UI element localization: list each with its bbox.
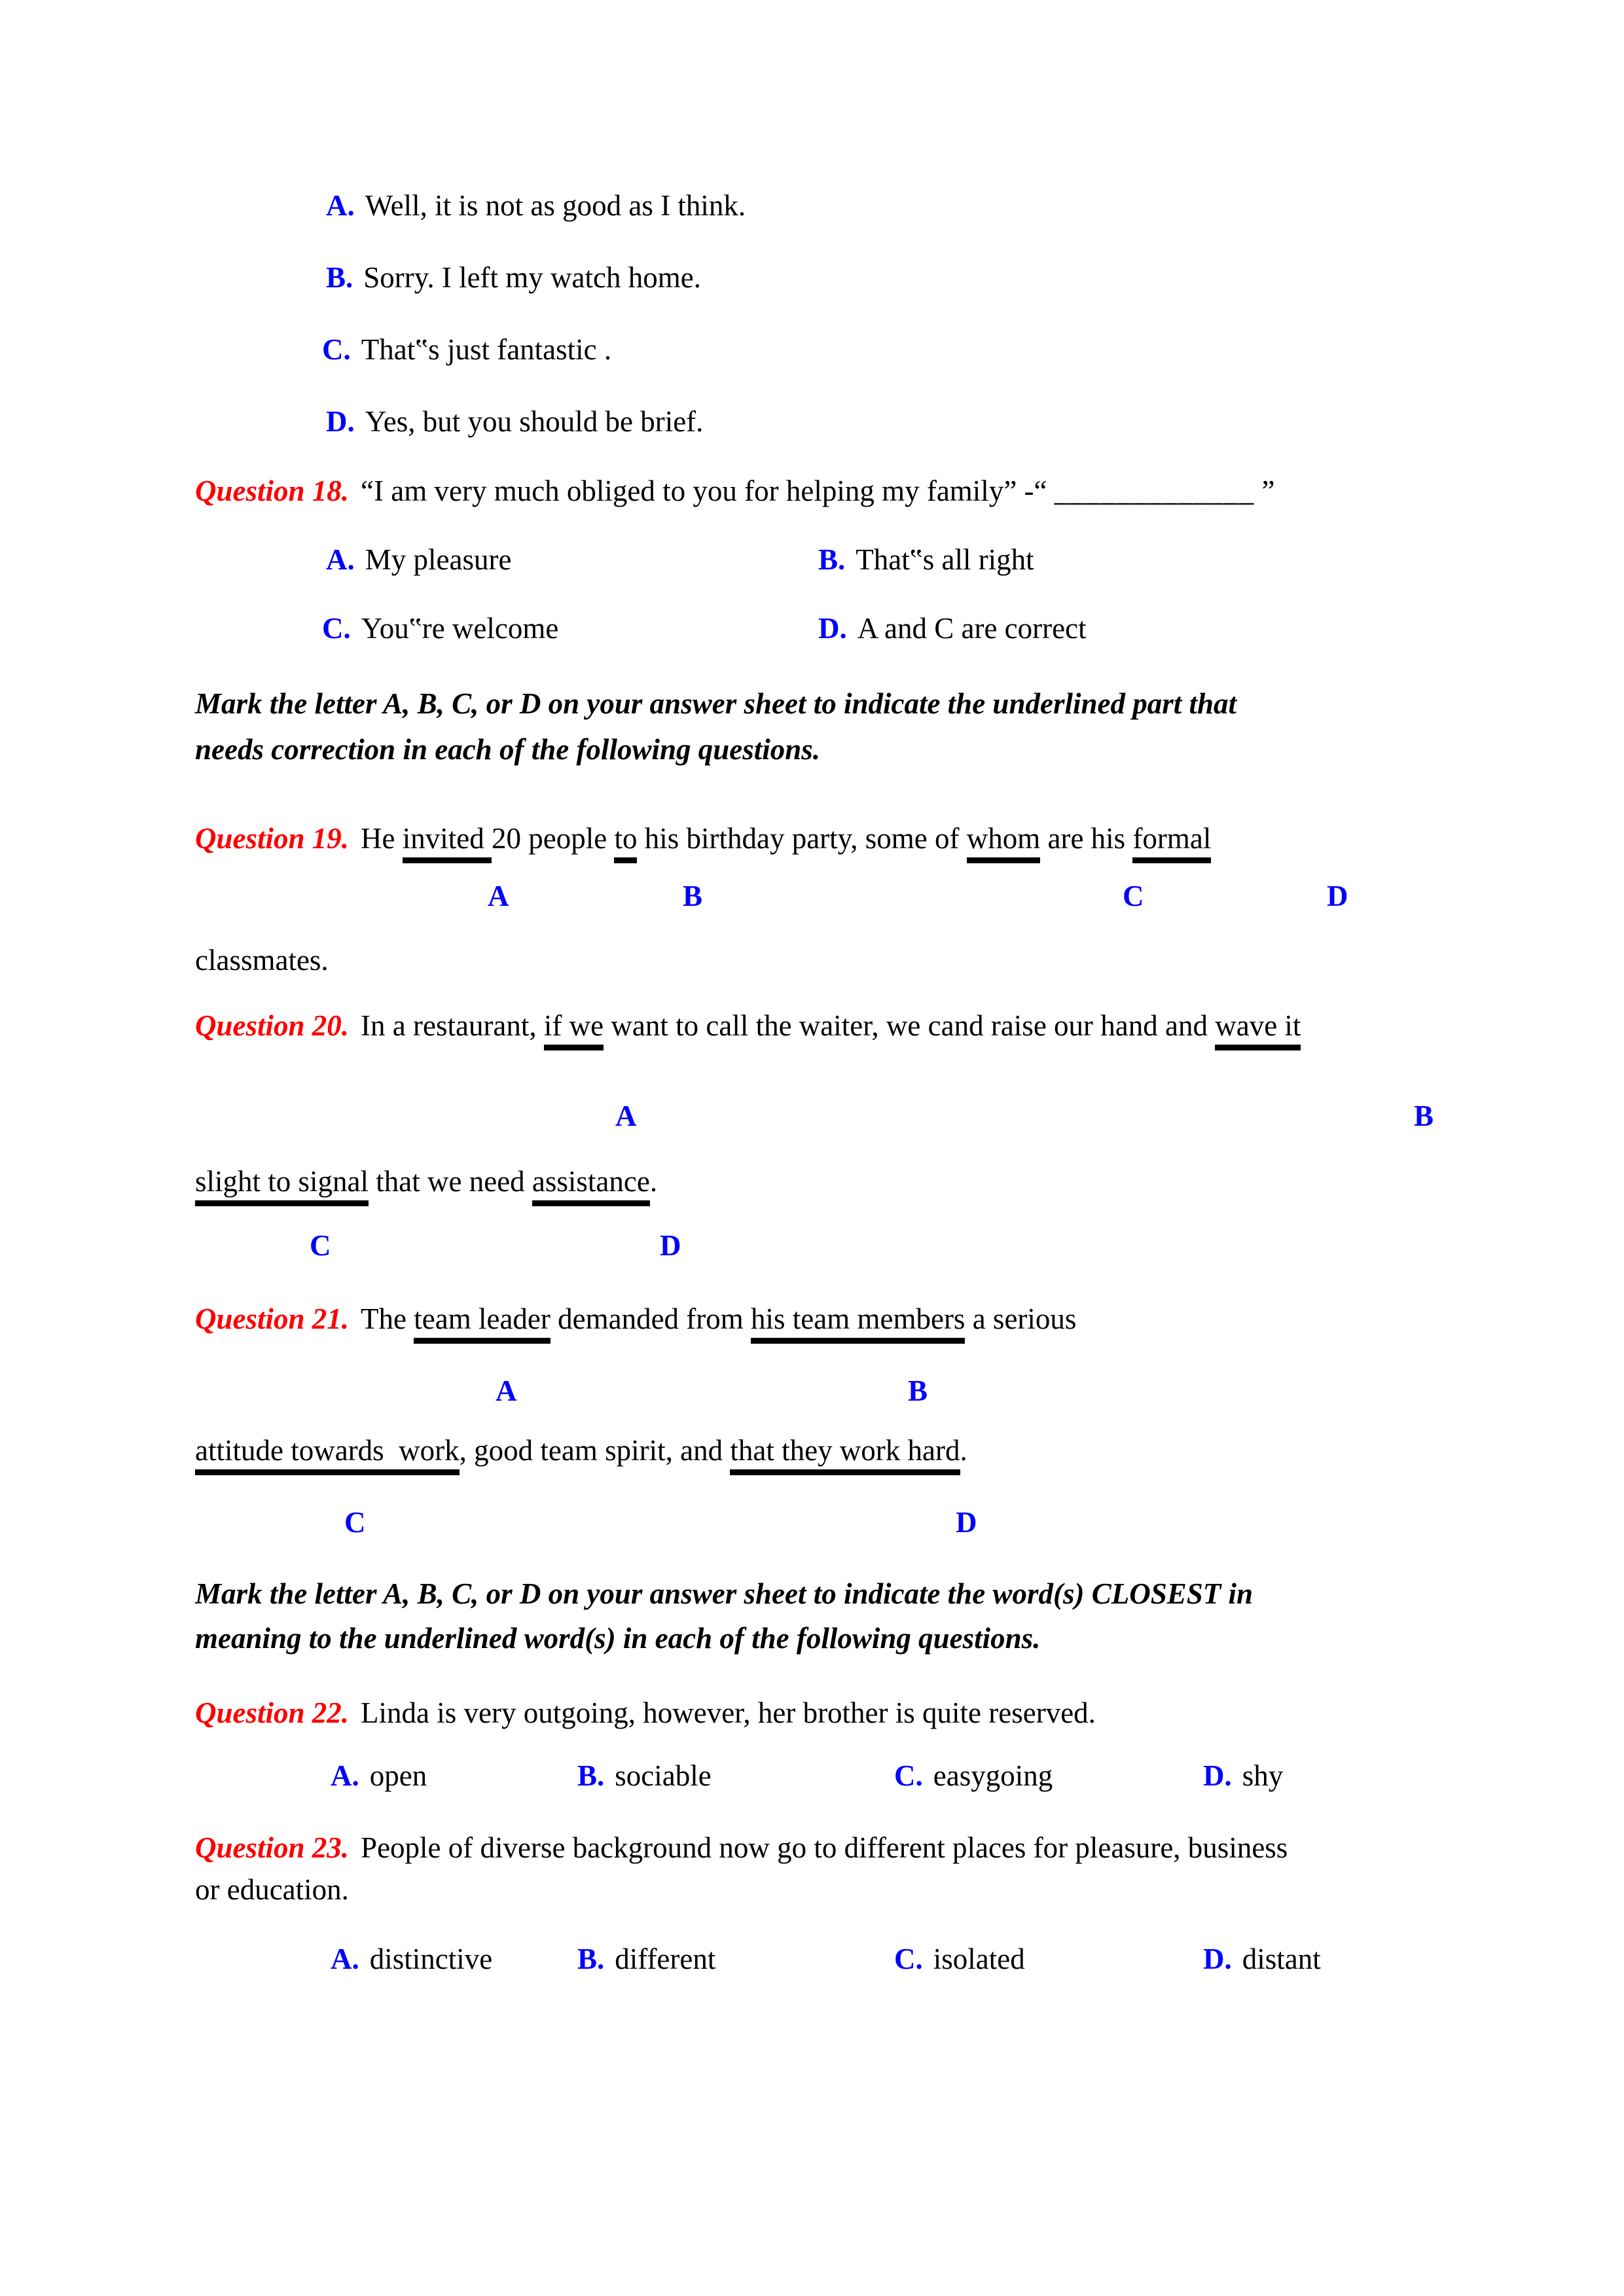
q19-marker-c: C <box>1123 880 1144 912</box>
q19-text: classmates. <box>195 944 329 977</box>
q21-underlined-a: team leader <box>414 1302 550 1344</box>
q22-option-d-text: shy <box>1242 1759 1284 1792</box>
q18-option-b-letter: B. <box>818 543 846 576</box>
question-23 <box>195 1831 1288 1865</box>
q20-text: that we need <box>369 1165 532 1198</box>
q23-option-c-text: isolated <box>933 1943 1025 1975</box>
q20-text: In a restaurant, <box>361 1009 544 1042</box>
q23-option-b <box>577 1943 715 1977</box>
q19-marker-b: B <box>683 880 703 912</box>
q19-underlined-a: invited <box>403 822 492 863</box>
instruction-text: Mark the letter A, B, C, or D on your answer sheet to indicate the word(s) CLOSEST in <box>195 1577 1254 1610</box>
q21-marker-b: B <box>908 1374 928 1407</box>
q23-text: People of diverse background now go to different places for pleasure, business <box>361 1831 1288 1864</box>
question-21-wrap <box>195 1434 967 1468</box>
q22-option-c-text: easygoing <box>933 1759 1053 1792</box>
q22-option-c <box>894 1759 1053 1793</box>
q18-option-a-text: My pleasure <box>365 543 512 576</box>
q22-option-b-text: sociable <box>615 1759 712 1792</box>
q19-text: He <box>361 822 403 855</box>
q22-option-c-letter: C. <box>894 1759 923 1792</box>
q19-text: his birthday party, some of <box>637 822 967 855</box>
q21-text: demanded from <box>550 1302 751 1335</box>
question-18-label: Question 18. <box>195 475 350 507</box>
q23-option-d-text: distant <box>1242 1943 1321 1975</box>
q18-option-c-letter: C. <box>322 612 351 645</box>
q20-marker-b: B <box>1414 1100 1434 1132</box>
question-18-blank: _____________ <box>1054 475 1255 507</box>
question-19-label: Question 19. <box>195 822 350 855</box>
question-18-close-quote: ” <box>1254 475 1275 507</box>
q21-underlined-c: attitude towards work <box>195 1434 460 1475</box>
q21-underlined-d: that they work hard <box>730 1434 960 1475</box>
q22-text: Linda is very outgoing, however, her brother is quite reserved. <box>361 1696 1096 1729</box>
q22-option-b <box>577 1759 712 1793</box>
q18-option-a-letter: A. <box>326 543 355 576</box>
question-23-wrap <box>195 1873 349 1907</box>
q18-option-b <box>818 543 1034 577</box>
option-text-a: Well, it is not as good as I think. <box>365 189 746 222</box>
q18-option-d <box>818 612 1087 646</box>
instruction-error-correction-line1 <box>195 687 1236 721</box>
question-20-label: Question 20. <box>195 1009 350 1042</box>
q18-option-a <box>326 543 511 577</box>
option-text-c: That‟s just fantastic . <box>361 333 612 366</box>
instruction-error-correction-line2 <box>195 733 820 767</box>
option-line-c <box>322 333 611 367</box>
question-22-label: Question 22. <box>195 1696 350 1729</box>
q22-option-a <box>331 1759 427 1793</box>
option-text-d: Yes, but you should be brief. <box>365 405 704 438</box>
question-21-label: Question 21. <box>195 1302 350 1335</box>
instruction-text: Mark the letter A, B, C, or D on your answer sheet to indicate the underlined part that <box>195 687 1237 720</box>
q19-underlined-d: formal <box>1132 822 1211 863</box>
question-18 <box>195 475 1274 509</box>
option-letter-c: C. <box>322 333 351 366</box>
q18-option-d-letter: D. <box>818 612 847 645</box>
q22-option-b-letter: B. <box>577 1759 605 1792</box>
q21-text: . <box>960 1434 967 1467</box>
option-text-b: Sorry. I left my watch home. <box>363 261 701 294</box>
q21-underlined-b: his team members <box>751 1302 965 1344</box>
q21-marker-d: D <box>956 1506 977 1539</box>
q23-option-c-letter: C. <box>894 1943 923 1975</box>
q23-text: or education. <box>195 1873 349 1906</box>
question-19-wrap <box>195 944 329 978</box>
q18-option-c <box>322 612 558 646</box>
instruction-text: meaning to the underlined word(s) in each of the following questions. <box>195 1622 1041 1655</box>
option-line-a <box>326 189 746 223</box>
q23-option-b-text: different <box>615 1943 716 1975</box>
q19-marker-d: D <box>1327 880 1348 912</box>
q22-option-a-letter: A. <box>331 1759 359 1792</box>
q21-text: a serious <box>965 1302 1077 1335</box>
instruction-closest-meaning-line1 <box>195 1577 1253 1611</box>
question-21 <box>195 1302 1076 1336</box>
q19-underlined-b: to <box>614 822 637 863</box>
question-19 <box>195 822 1211 856</box>
question-18-text: “I am very much obliged to you for helping my family” -“ <box>361 475 1055 507</box>
q18-option-d-text: A and C are correct <box>857 612 1087 645</box>
q22-option-d <box>1203 1759 1283 1793</box>
q18-option-b-text: That‟s all right <box>856 543 1034 576</box>
q20-marker-d: D <box>660 1229 681 1262</box>
option-line-d <box>326 405 703 439</box>
option-letter-b: B. <box>326 261 353 294</box>
q22-option-a-text: open <box>369 1759 427 1792</box>
question-23-label: Question 23. <box>195 1831 350 1864</box>
question-20 <box>195 1009 1301 1043</box>
question-20-wrap <box>195 1165 657 1199</box>
q21-text: , good team spirit, and <box>459 1434 731 1467</box>
option-line-b <box>326 261 701 295</box>
q19-text: are his <box>1040 822 1133 855</box>
q20-marker-a: A <box>615 1100 637 1132</box>
q21-marker-a: A <box>496 1374 517 1407</box>
q23-option-d <box>1203 1943 1321 1977</box>
question-22 <box>195 1696 1096 1731</box>
q20-underlined-b: wave it <box>1215 1009 1301 1050</box>
q21-marker-c: C <box>344 1506 366 1539</box>
q23-option-b-letter: B. <box>577 1943 605 1975</box>
instruction-closest-meaning-line2 <box>195 1622 1040 1656</box>
q20-text: . <box>649 1165 658 1198</box>
q19-marker-a: A <box>488 880 509 912</box>
q20-underlined-c: slight to signal <box>195 1165 369 1206</box>
q19-text: 20 people <box>492 822 615 855</box>
q23-option-a-text: distinctive <box>369 1943 493 1975</box>
q23-option-a <box>331 1943 492 1977</box>
q20-text: want to call the waiter, we cand raise our hand and <box>604 1009 1216 1042</box>
q20-marker-c: C <box>310 1229 331 1262</box>
q18-option-c-text: You‟re welcome <box>361 612 559 645</box>
instruction-text: needs correction in each of the following questions. <box>195 733 821 766</box>
q21-text: The <box>361 1302 414 1335</box>
q22-option-d-letter: D. <box>1203 1759 1232 1792</box>
q23-option-c <box>894 1943 1025 1977</box>
q20-underlined-d: assistance <box>532 1165 650 1206</box>
option-letter-d: D. <box>326 405 355 438</box>
option-letter-a: A. <box>326 189 355 222</box>
q23-option-d-letter: D. <box>1203 1943 1232 1975</box>
q23-option-a-letter: A. <box>331 1943 359 1975</box>
q20-underlined-a: if we <box>544 1009 604 1050</box>
q19-underlined-c: whom <box>967 822 1041 863</box>
